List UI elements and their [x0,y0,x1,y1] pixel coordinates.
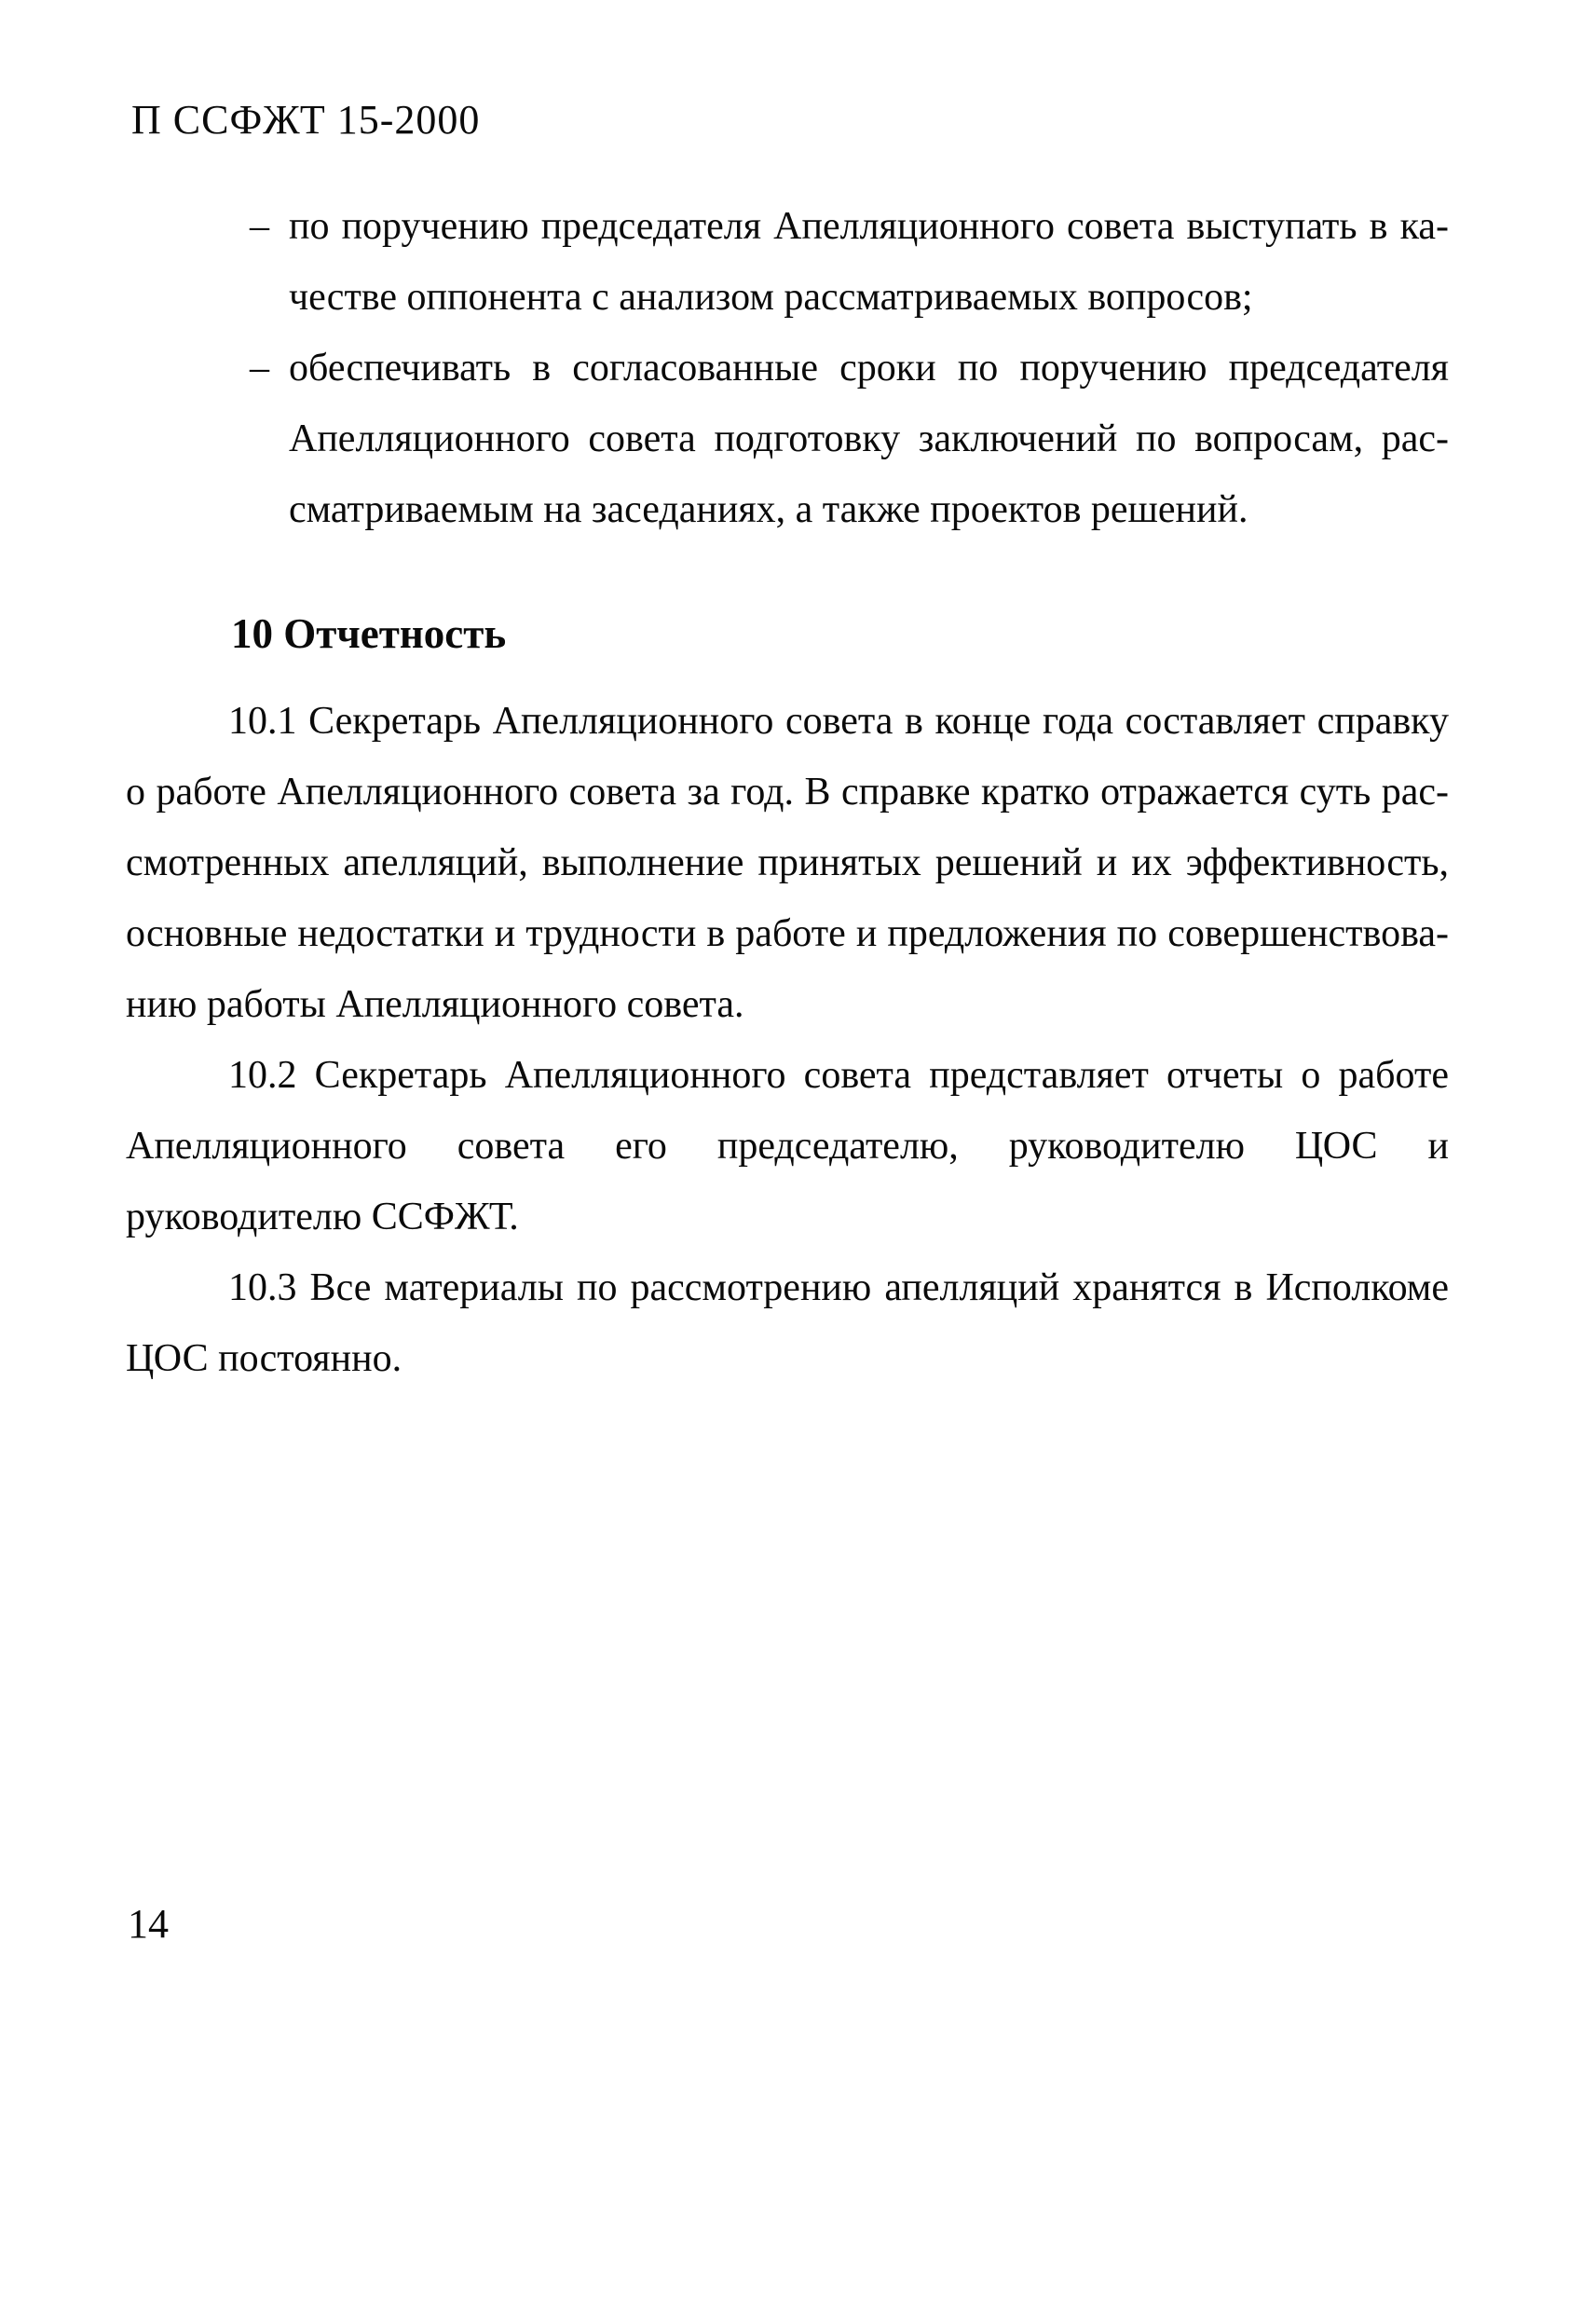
dash-marker-icon: – [250,205,269,248]
bullet-text: по поручению председателя Апелляционного совета выступать в качестве оппонента с анализом рассматриваемых вопросов; [289,205,1449,319]
document-code: П ССФЖТ 15-2000 [131,97,481,143]
paragraph-10-3: 10.3 Все материалы по рассмотрению апелляций хранятся в Исполкоме ЦОС постоянно. [126,1266,1449,1380]
bullet-list [250,191,1449,545]
bullet-text: обеспечивать в согласованные сроки по поручению председателя Апелляционного совета подготовку заключений по вопросам, рассматриваемым на заседаниях, а также проектов решений. [289,347,1449,531]
paragraph-10-2: 10.2 Секретарь Апелляционного совета представляет отчеты о работе Апелляционного совета его председателю, руководителю ЦОС и руководителю ССФЖТ. [126,1054,1449,1238]
bullet-item [250,333,1449,545]
section-heading: 10 Отчетность [231,610,507,657]
section-body [126,686,1449,1394]
paragraph-10-1: 10.1 Секретарь Апелляционного совета в конце года составляет справку о работе Апелляционного совета за год. В справке кратко отражается суть рассмотренных апелляций, выполнение принятых решений и их эффективность, основные недостатки и трудности в работе и предложения по совершенствованию работы Апелляционного совета. [126,700,1449,1026]
page-number: 14 [128,1901,169,1947]
dash-marker-icon: – [250,347,269,390]
bullet-item [250,191,1449,333]
